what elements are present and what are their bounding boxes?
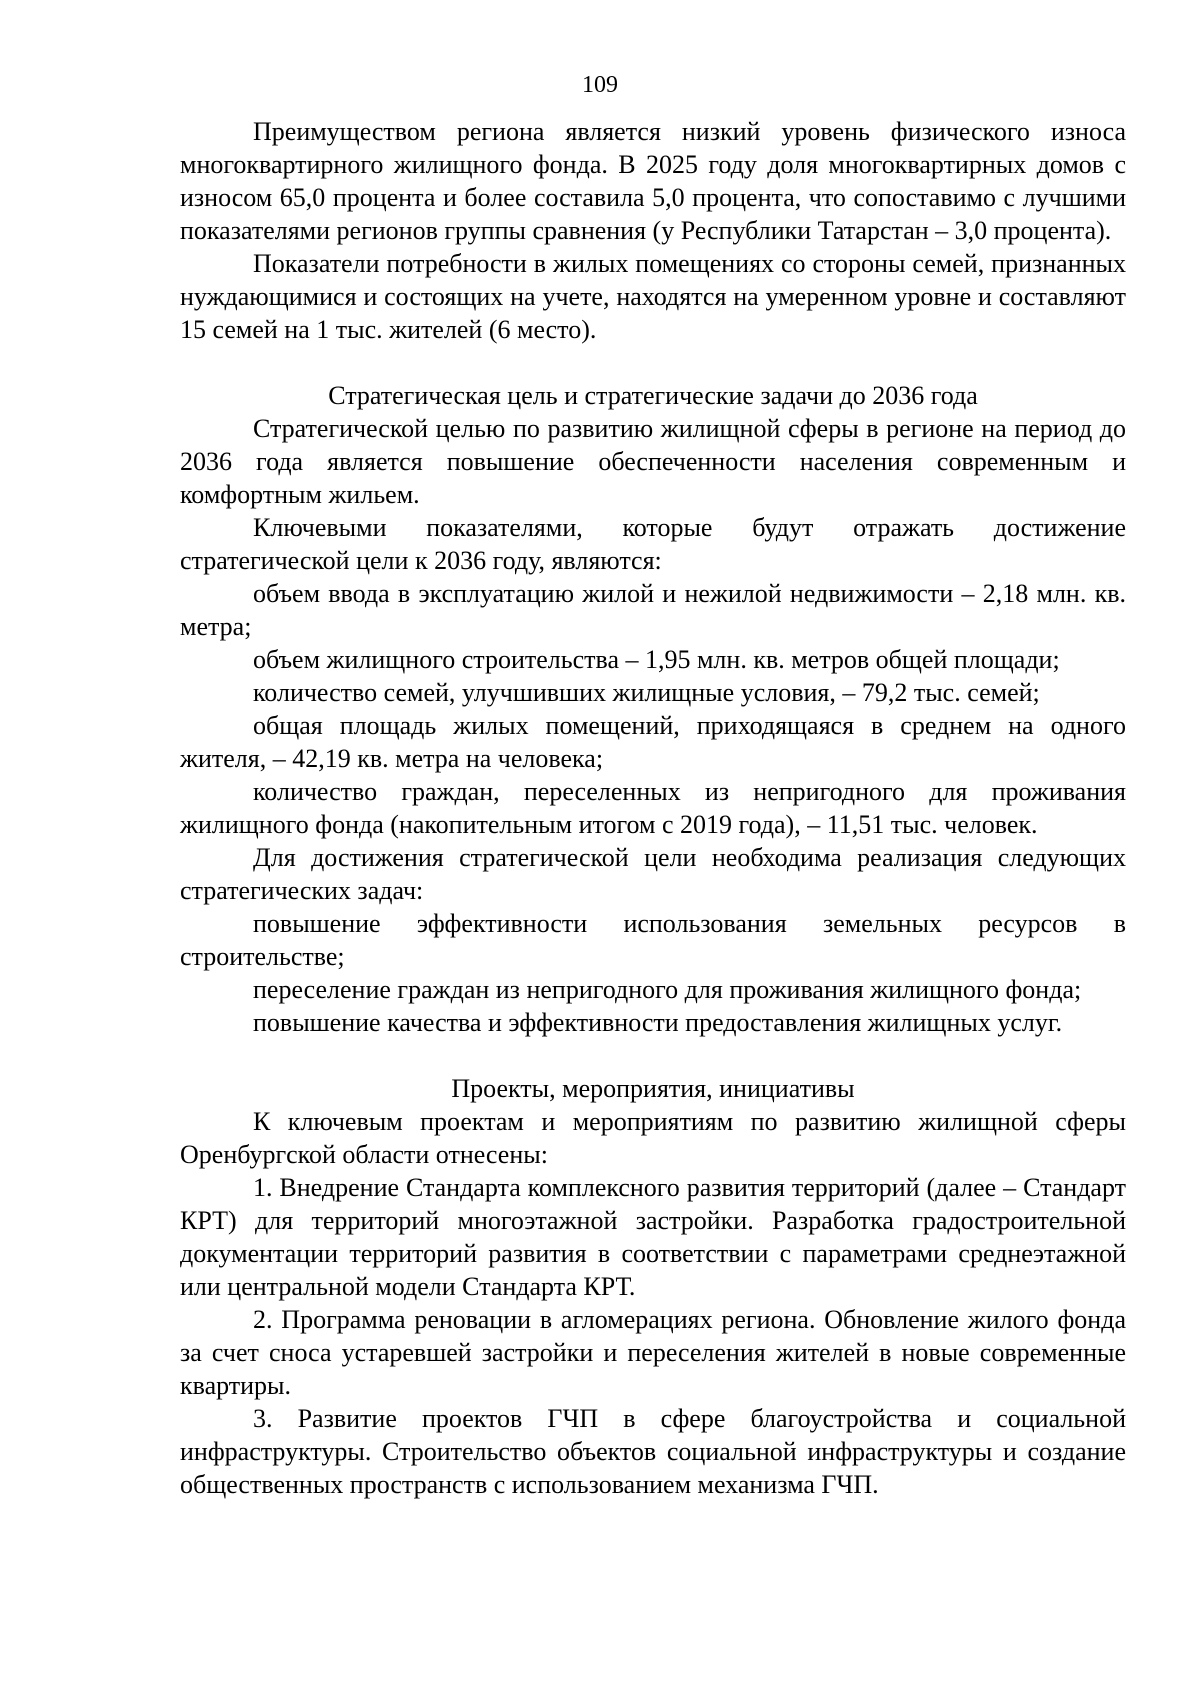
list-item-task: повышение качества и эффективности предоставления жилищных услуг. — [253, 1008, 1063, 1037]
paragraph-regional-advantage: Преимуществом региона является низкий уровень физического износа многоквартирного жилищного фонда. В 2025 году доля многоквартирных домов с износом 65,0 процента и более составила 5,0 процента, что сопоставимо с лучшими показателями регионов группы сравнения (у Республики Татарстан – 3,0 процента). — [180, 117, 1126, 245]
list-item-project: 2. Программа реновации в агломерациях региона. Обновление жилого фонда за счет сноса устаревшей застройки и переселения жителей в новые современные квартиры. — [180, 1305, 1126, 1400]
list-item-indicator: количество граждан, переселенных из непригодного для проживания жилищного фонда (накопительным итогом с 2019 года), – 11,51 тыс. человек. — [180, 777, 1126, 839]
paragraph-tasks-intro: Для достижения стратегической цели необходима реализация следующих стратегических задач: — [180, 843, 1126, 905]
list-item-project: 1. Внедрение Стандарта комплексного развития территорий (далее – Стандарт КРТ) для территорий многоэтажной застройки. Разработка градостроительной документации территорий развития в соответствии с параметрами среднеэтажной или центральной модели Стандарта КРТ. — [180, 1173, 1126, 1301]
list-item-task: переселение граждан из непригодного для проживания жилищного фонда; — [253, 975, 1082, 1004]
paragraph-key-indicators-intro: Ключевыми показателями, которые будут отражать достижение стратегической цели к 2036 году, являются: — [180, 513, 1126, 575]
list-item-project: 3. Развитие проектов ГЧП в сфере благоустройства и социальной инфраструктуры. Строительство объектов социальной инфраструктуры и создание общественных пространств с использованием механизма ГЧП. — [180, 1404, 1126, 1499]
paragraph-housing-demand: Показатели потребности в жилых помещениях со стороны семей, признанных нуждающимися и состоящих на учете, находятся на умеренном уровне и составляют 15 семей на 1 тыс. жителей (6 место). — [180, 249, 1126, 344]
paragraph-projects-intro: К ключевым проектам и мероприятиям по развитию жилищной сферы Оренбургской области отнесены: — [180, 1107, 1126, 1169]
list-item-indicator: объем жилищного строительства – 1,95 млн. кв. метров общей площади; — [253, 645, 1060, 674]
paragraph-strategic-goal: Стратегической целью по развитию жилищной сферы в регионе на период до 2036 года является повышение обеспеченности населения современным и комфортным жильем. — [180, 414, 1126, 509]
list-item-indicator: объем ввода в эксплуатацию жилой и нежилой недвижимости – 2,18 млн. кв. метра; — [180, 579, 1126, 641]
list-item-indicator: количество семей, улучшивших жилищные условия, – 79,2 тыс. семей; — [253, 678, 1040, 707]
section-heading-projects: Проекты, мероприятия, инициативы — [451, 1074, 855, 1103]
page-number: 109 — [582, 72, 618, 98]
section-heading-strategic-goal: Стратегическая цель и стратегические задачи до 2036 года — [328, 381, 978, 410]
spacer — [180, 1039, 1126, 1072]
list-item-indicator: общая площадь жилых помещений, приходящаяся в среднем на одного жителя, – 42,19 кв. метра на человека; — [180, 711, 1126, 773]
spacer — [180, 346, 1126, 379]
list-item-task: повышение эффективности использования земельных ресурсов в строительстве; — [180, 909, 1126, 971]
page-content — [180, 115, 1126, 1501]
